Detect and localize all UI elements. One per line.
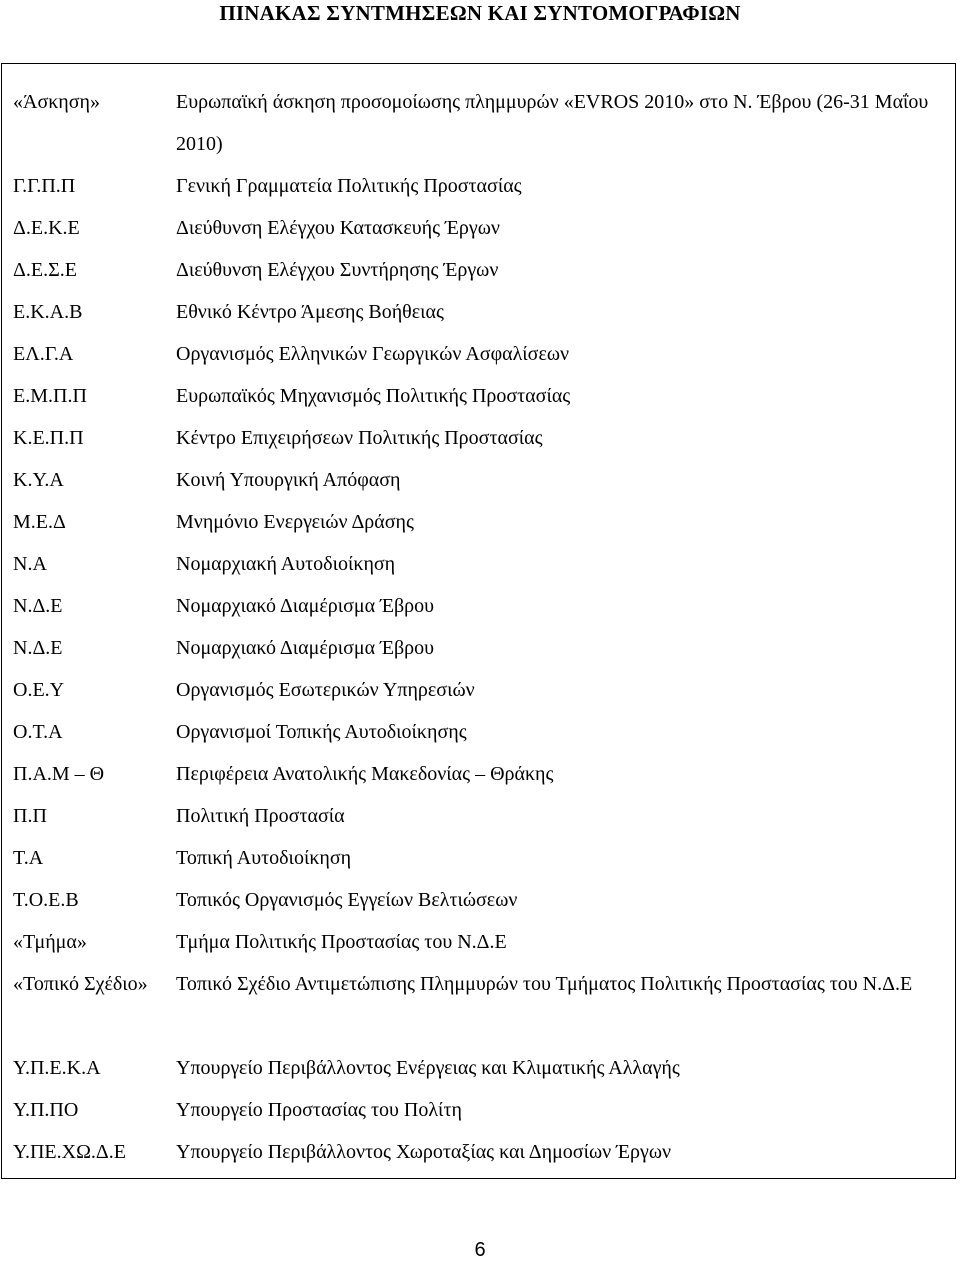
abbreviation-cell: Ν.Δ.Ε xyxy=(13,595,63,617)
meaning-cell: Τοπικός Οργανισμός Εγγείων Βελτιώσεων xyxy=(176,889,518,911)
page-title: ΠΙΝΑΚΑΣ ΣΥΝΤΜΗΣΕΩΝ ΚΑΙ ΣΥΝΤΟΜΟΓΡΑΦΙΩΝ xyxy=(219,1,741,25)
meaning-cell: Γενική Γραμματεία Πολιτικής Προστασίας xyxy=(176,175,522,197)
abbreviation-cell: Ε.Μ.Π.Π xyxy=(13,385,87,407)
table-row xyxy=(2,963,955,1047)
meaning-cell: Υπουργείο Προστασίας του Πολίτη xyxy=(176,1099,462,1121)
abbreviation-cell: Υ.Π.ΠΟ xyxy=(13,1099,79,1121)
meaning-cell: Οργανισμοί Τοπικής Αυτοδιοίκησης xyxy=(176,721,467,743)
abbreviation-cell: Ο.Ε.Υ xyxy=(13,679,65,701)
abbreviation-cell: Κ.Ε.Π.Π xyxy=(13,427,84,449)
meaning-cell: Οργανισμός Εσωτερικών Υπηρεσιών xyxy=(176,679,475,701)
table-rows xyxy=(2,64,955,1173)
meaning-cell: Τοπική Αυτοδιοίκηση xyxy=(176,847,352,869)
table-row xyxy=(2,1089,955,1131)
meaning-cell: Οργανισμός Ελληνικών Γεωργικών Ασφαλίσεων xyxy=(176,343,570,365)
meaning-cell: Κέντρο Επιχειρήσεων Πολιτικής Προστασίας xyxy=(176,427,543,449)
abbreviation-cell: «Άσκηση» xyxy=(13,91,101,113)
abbreviation-cell: «Τμήμα» xyxy=(13,931,87,953)
abbreviation-cell: Γ.Γ.Π.Π xyxy=(13,175,76,197)
meaning-cell: Διεύθυνση Ελέγχου Κατασκευής Έργων xyxy=(176,217,500,239)
abbreviation-cell: Κ.Υ.Α xyxy=(13,469,64,491)
meaning-cell: Νομαρχιακό Διαμέρισμα Έβρου xyxy=(176,637,435,659)
table-row xyxy=(2,753,955,795)
abbreviation-cell: Ν.Α xyxy=(13,553,47,575)
abbreviation-cell: Υ.ΠΕ.ΧΩ.Δ.Ε xyxy=(13,1141,127,1163)
table-row xyxy=(2,669,955,711)
abbreviation-cell: Ν.Δ.Ε xyxy=(13,637,63,659)
meaning-cell: Πολιτική Προστασία xyxy=(176,805,345,827)
meaning-cell: Ευρωπαϊκή άσκηση προσομοίωσης πλημμυρών «EVROS 2010» στο Ν. Έβρου (26-31 Μαΐου 2010) xyxy=(176,91,929,155)
table-row xyxy=(2,165,955,207)
meaning-cell: Ευρωπαϊκός Μηχανισμός Πολιτικής Προστασίας xyxy=(176,385,571,407)
abbreviation-cell: «Τοπικό Σχέδιο» xyxy=(13,973,148,995)
table-row xyxy=(2,207,955,249)
abbreviation-cell: Ε.Κ.Α.Β xyxy=(13,301,83,323)
abbreviation-cell: Δ.Ε.Κ.Ε xyxy=(13,217,80,239)
abbreviation-cell: Ο.Τ.Α xyxy=(13,721,63,743)
meaning-cell: Υπουργείο Περιβάλλοντος Χωροταξίας και Δημοσίων Έργων xyxy=(176,1141,672,1163)
table-row xyxy=(2,711,955,753)
table-row xyxy=(2,585,955,627)
table-row xyxy=(2,333,955,375)
meaning-cell: Κοινή Υπουργική Απόφαση xyxy=(176,469,401,491)
page-number: 6 xyxy=(474,1239,486,1261)
meaning-cell: Νομαρχιακή Αυτοδιοίκηση xyxy=(176,553,396,575)
abbreviation-cell: Τ.Α xyxy=(13,847,44,869)
abbreviations-table xyxy=(1,63,956,1179)
abbreviation-cell: Μ.Ε.Δ xyxy=(13,511,66,533)
table-row xyxy=(2,837,955,879)
abbreviation-cell: Τ.Ο.Ε.Β xyxy=(13,889,79,911)
table-row xyxy=(2,375,955,417)
abbreviation-cell: Π.Π xyxy=(13,805,47,827)
table-row xyxy=(2,921,955,963)
meaning-cell: Διεύθυνση Ελέγχου Συντήρησης Έργων xyxy=(176,259,499,281)
meaning-cell: Υπουργείο Περιβάλλοντος Ενέργειας και Κλιματικής Αλλαγής xyxy=(176,1057,680,1079)
table-row xyxy=(2,1131,955,1173)
abbreviation-cell: ΕΛ.Γ.Α xyxy=(13,343,74,365)
table-row xyxy=(2,459,955,501)
table-row xyxy=(2,81,955,165)
table-row xyxy=(2,501,955,543)
table-row xyxy=(2,291,955,333)
meaning-cell: Μνημόνιο Ενεργειών Δράσης xyxy=(176,511,414,533)
meaning-cell: Νομαρχιακό Διαμέρισμα Έβρου xyxy=(176,595,435,617)
table-row xyxy=(2,543,955,585)
meaning-cell: Τοπικό Σχέδιο Αντιμετώπισης Πλημμυρών του Τμήματος Πολιτικής Προστασίας του Ν.Δ.Ε xyxy=(176,973,913,995)
meaning-cell: Τμήμα Πολιτικής Προστασίας του Ν.Δ.Ε xyxy=(176,931,507,953)
table-row xyxy=(2,795,955,837)
table-row xyxy=(2,1047,955,1089)
abbreviation-cell: Δ.Ε.Σ.Ε xyxy=(13,259,77,281)
table-row xyxy=(2,627,955,669)
table-row xyxy=(2,417,955,459)
meaning-cell: Εθνικό Κέντρο Άμεσης Βοήθειας xyxy=(176,301,444,323)
abbreviation-cell: Υ.Π.Ε.Κ.Α xyxy=(13,1057,101,1079)
table-row xyxy=(2,879,955,921)
table-row xyxy=(2,249,955,291)
abbreviation-cell: Π.Α.Μ – Θ xyxy=(13,763,105,785)
meaning-cell: Περιφέρεια Ανατολικής Μακεδονίας – Θράκης xyxy=(176,763,554,785)
